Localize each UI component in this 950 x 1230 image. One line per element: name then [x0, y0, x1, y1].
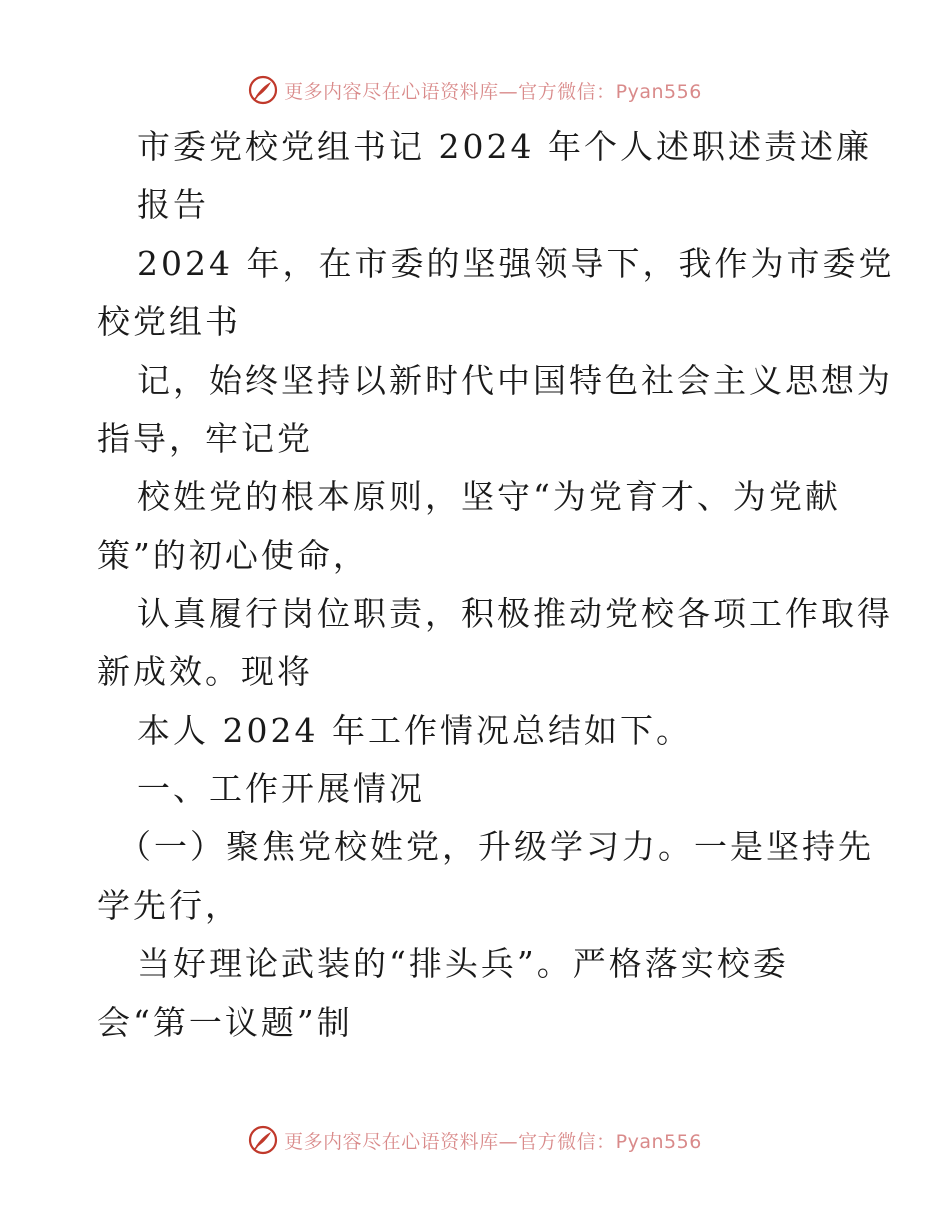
text-line: 记，始终坚持以新时代中国特色社会主义思想为	[137, 361, 893, 400]
text-line: 新成效。现将	[97, 652, 313, 691]
text-line: 报告	[137, 185, 209, 224]
text-line: 策”的初心使命，	[97, 536, 369, 575]
text-line: 市委党校党组书记 2024 年个人述职述责述廉	[137, 127, 872, 166]
quill-logo-icon	[248, 1125, 278, 1155]
watermark-text: 更多内容尽在心语资料库—官方微信：Pyan556	[284, 1130, 702, 1153]
text-line: 当好理论武装的“排头兵”。严格落实校委	[137, 944, 789, 983]
text-line: 本人 2024 年工作情况总结如下。	[137, 711, 692, 750]
text-line: 校姓党的根本原则，坚守“为党育才、为党献	[137, 477, 841, 516]
quill-logo-icon	[248, 75, 278, 105]
text-line: 学先行，	[97, 886, 241, 925]
watermark-footer	[0, 1120, 950, 1160]
text-line: 会“第一议题”制	[97, 1003, 353, 1042]
text-line: （一）聚焦党校姓党，升级学习力。一是坚持先	[118, 827, 874, 866]
text-line: 指导，牢记党	[97, 419, 313, 458]
watermark-text: 更多内容尽在心语资料库—官方微信：Pyan556	[284, 80, 702, 103]
text-line: 2024 年，在市委的坚强领导下，我作为市委党	[137, 244, 895, 283]
text-line: 认真履行岗位职责，积极推动党校各项工作取得	[137, 594, 893, 633]
watermark-header	[0, 70, 950, 110]
section-heading: 一、工作开展情况	[137, 769, 425, 808]
text-line: 校党组书	[97, 302, 241, 341]
